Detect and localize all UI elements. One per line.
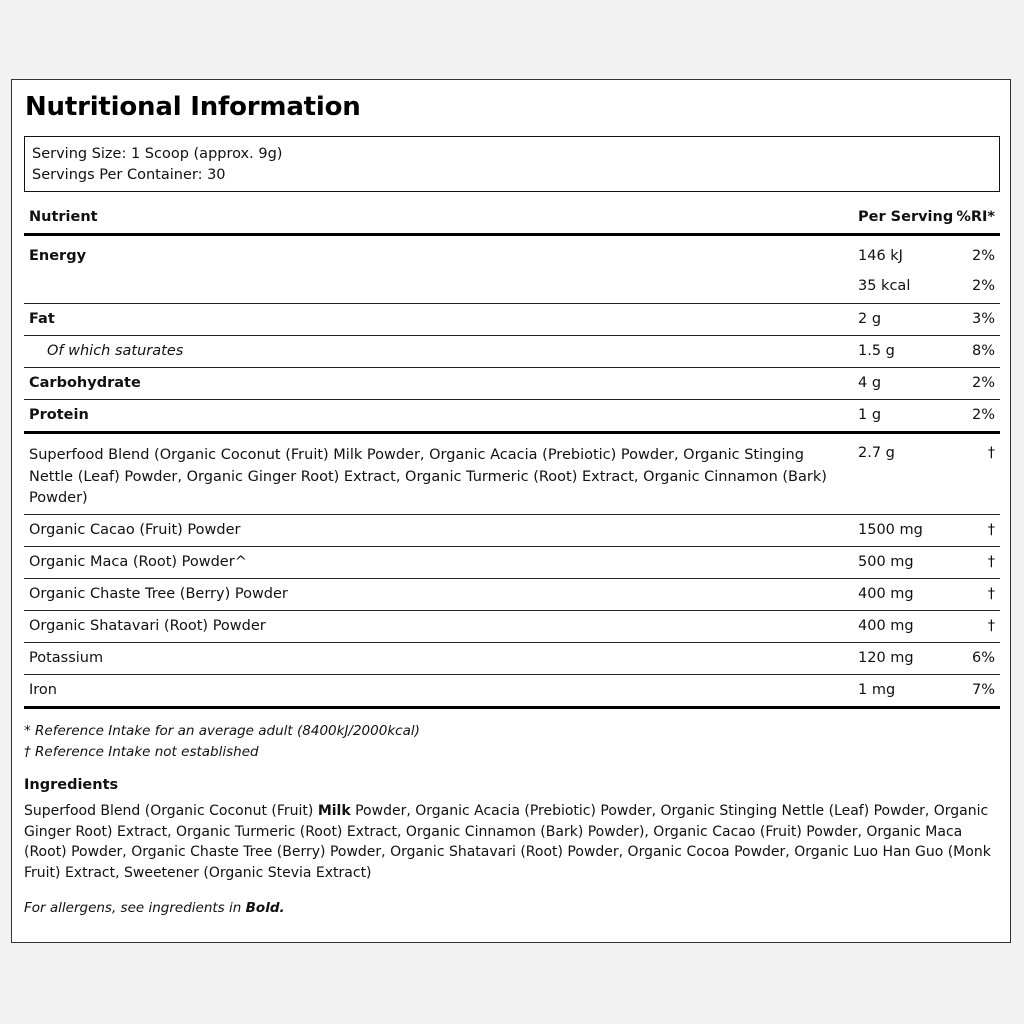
nutrient-amount: 120 mg — [858, 650, 914, 666]
table-row — [24, 400, 1000, 434]
table-header — [24, 204, 1000, 236]
nutrient-amount: 1 g — [858, 407, 882, 423]
nutrient-name: Iron — [29, 682, 57, 698]
table-row — [24, 368, 1000, 400]
nutrient-ri: † — [987, 586, 995, 602]
ingredients-part: Powder, Organic Acacia (Prebiotic) Powder, Organic Stinging Nettle (Leaf) Powder, Organic Ginger Root) Extract, Organic Turmeric (Root) Extract, Organic Cinnamon (Bark) Powder), Organic Cacao (Fruit) Powder, Organic Maca (Root) Powder, Organic Chaste Tree (Berry) Powder, Organic Shatavari (Root) Powder, Organic Cocoa Powder, Organic Luo Han Guo (Monk Fruit) Extract, Sweetener (Organic Stevia Extract) — [24, 803, 991, 881]
nutrient-name: Protein — [29, 407, 89, 423]
ingredients-text — [24, 801, 994, 883]
nutrient-ri: 7% — [971, 682, 995, 698]
nutrient-ri: 2% — [971, 248, 995, 264]
nutrient-ri: † — [987, 554, 995, 570]
allergen-note-text: For allergens, see ingredients in — [24, 900, 246, 916]
nutrient-amount: 2.7 g — [858, 445, 895, 461]
serving-info-box — [24, 136, 1000, 192]
table-row — [24, 547, 1000, 579]
table-row — [24, 236, 1000, 272]
nutrient-ri: 2% — [971, 278, 995, 294]
header-nutrient: Nutrient — [29, 209, 98, 225]
nutrient-ri: † — [987, 445, 995, 461]
nutrient-amount: 400 mg — [858, 618, 914, 634]
nutrient-name: Organic Chaste Tree (Berry) Powder — [29, 586, 288, 602]
nutrition-table — [24, 204, 1000, 709]
nutrient-name: Carbohydrate — [29, 375, 141, 391]
table-row — [24, 675, 1000, 709]
nutrient-amount: 35 kcal — [858, 278, 911, 294]
table-row — [24, 643, 1000, 675]
nutrient-name: Of which saturates — [47, 343, 184, 359]
nutrient-ri: † — [987, 522, 995, 538]
table-row — [24, 304, 1000, 336]
table-row — [24, 579, 1000, 611]
table-row — [24, 611, 1000, 643]
nutrient-amount: 1 mg — [858, 682, 896, 698]
nutrient-name: Organic Cacao (Fruit) Powder — [29, 522, 241, 538]
header-per-serving: Per Serving — [858, 209, 954, 225]
nutrient-amount: 1.5 g — [858, 343, 895, 359]
nutrient-amount: 146 kJ — [858, 248, 903, 264]
nutrient-amount: 2 g — [858, 311, 882, 327]
nutrient-ri: 2% — [971, 407, 995, 423]
nutrient-name: Organic Shatavari (Root) Powder — [29, 618, 266, 634]
table-row — [24, 434, 1000, 515]
servings-per-container: Servings Per Container: 30 — [32, 167, 226, 183]
nutrient-ri: 6% — [971, 650, 995, 666]
table-row — [24, 515, 1000, 547]
nutrient-amount: 400 mg — [858, 586, 914, 602]
footnote-ri: * Reference Intake for an average adult (8400kJ/2000kcal) — [24, 723, 420, 739]
nutrient-name: Fat — [29, 311, 55, 327]
ingredients-part: Superfood Blend (Organic Coconut (Fruit) — [24, 803, 318, 819]
nutrient-ri: 3% — [971, 311, 995, 327]
page-title: Nutritional Information — [25, 92, 361, 122]
nutrient-name: Organic Maca (Root) Powder^ — [29, 554, 247, 570]
serving-size: Serving Size: 1 Scoop (approx. 9g) — [32, 146, 283, 162]
nutrient-ri: † — [987, 618, 995, 634]
nutrient-name: Potassium — [29, 650, 104, 666]
nutrient-ri: 2% — [971, 375, 995, 391]
footnote-dagger: † Reference Intake not established — [24, 744, 259, 760]
nutrient-ri: 8% — [971, 343, 995, 359]
nutrient-amount: 500 mg — [858, 554, 914, 570]
table-row — [24, 272, 1000, 304]
allergen-note-bold: Bold. — [245, 900, 285, 916]
nutrition-panel — [11, 79, 1011, 943]
allergen-note — [24, 900, 285, 916]
nutrient-name: Superfood Blend (Organic Coconut (Fruit) Milk Powder, Organic Acacia (Prebiotic) Powder, Organic Stinging Nettle (Leaf) Powder, Organic Ginger Root) Extract, Organic Turmeric (Root) Extract, Organic Cinnamon (Bark) Powder) — [29, 447, 827, 506]
nutrient-amount: 4 g — [858, 375, 882, 391]
table-row — [24, 336, 1000, 368]
allergen-highlight: Milk — [317, 803, 351, 819]
nutrient-amount: 1500 mg — [858, 522, 923, 538]
header-ri: %RI* — [956, 209, 995, 225]
nutrient-name: Energy — [29, 248, 87, 264]
ingredients-title: Ingredients — [24, 777, 119, 793]
footnotes — [24, 721, 420, 763]
